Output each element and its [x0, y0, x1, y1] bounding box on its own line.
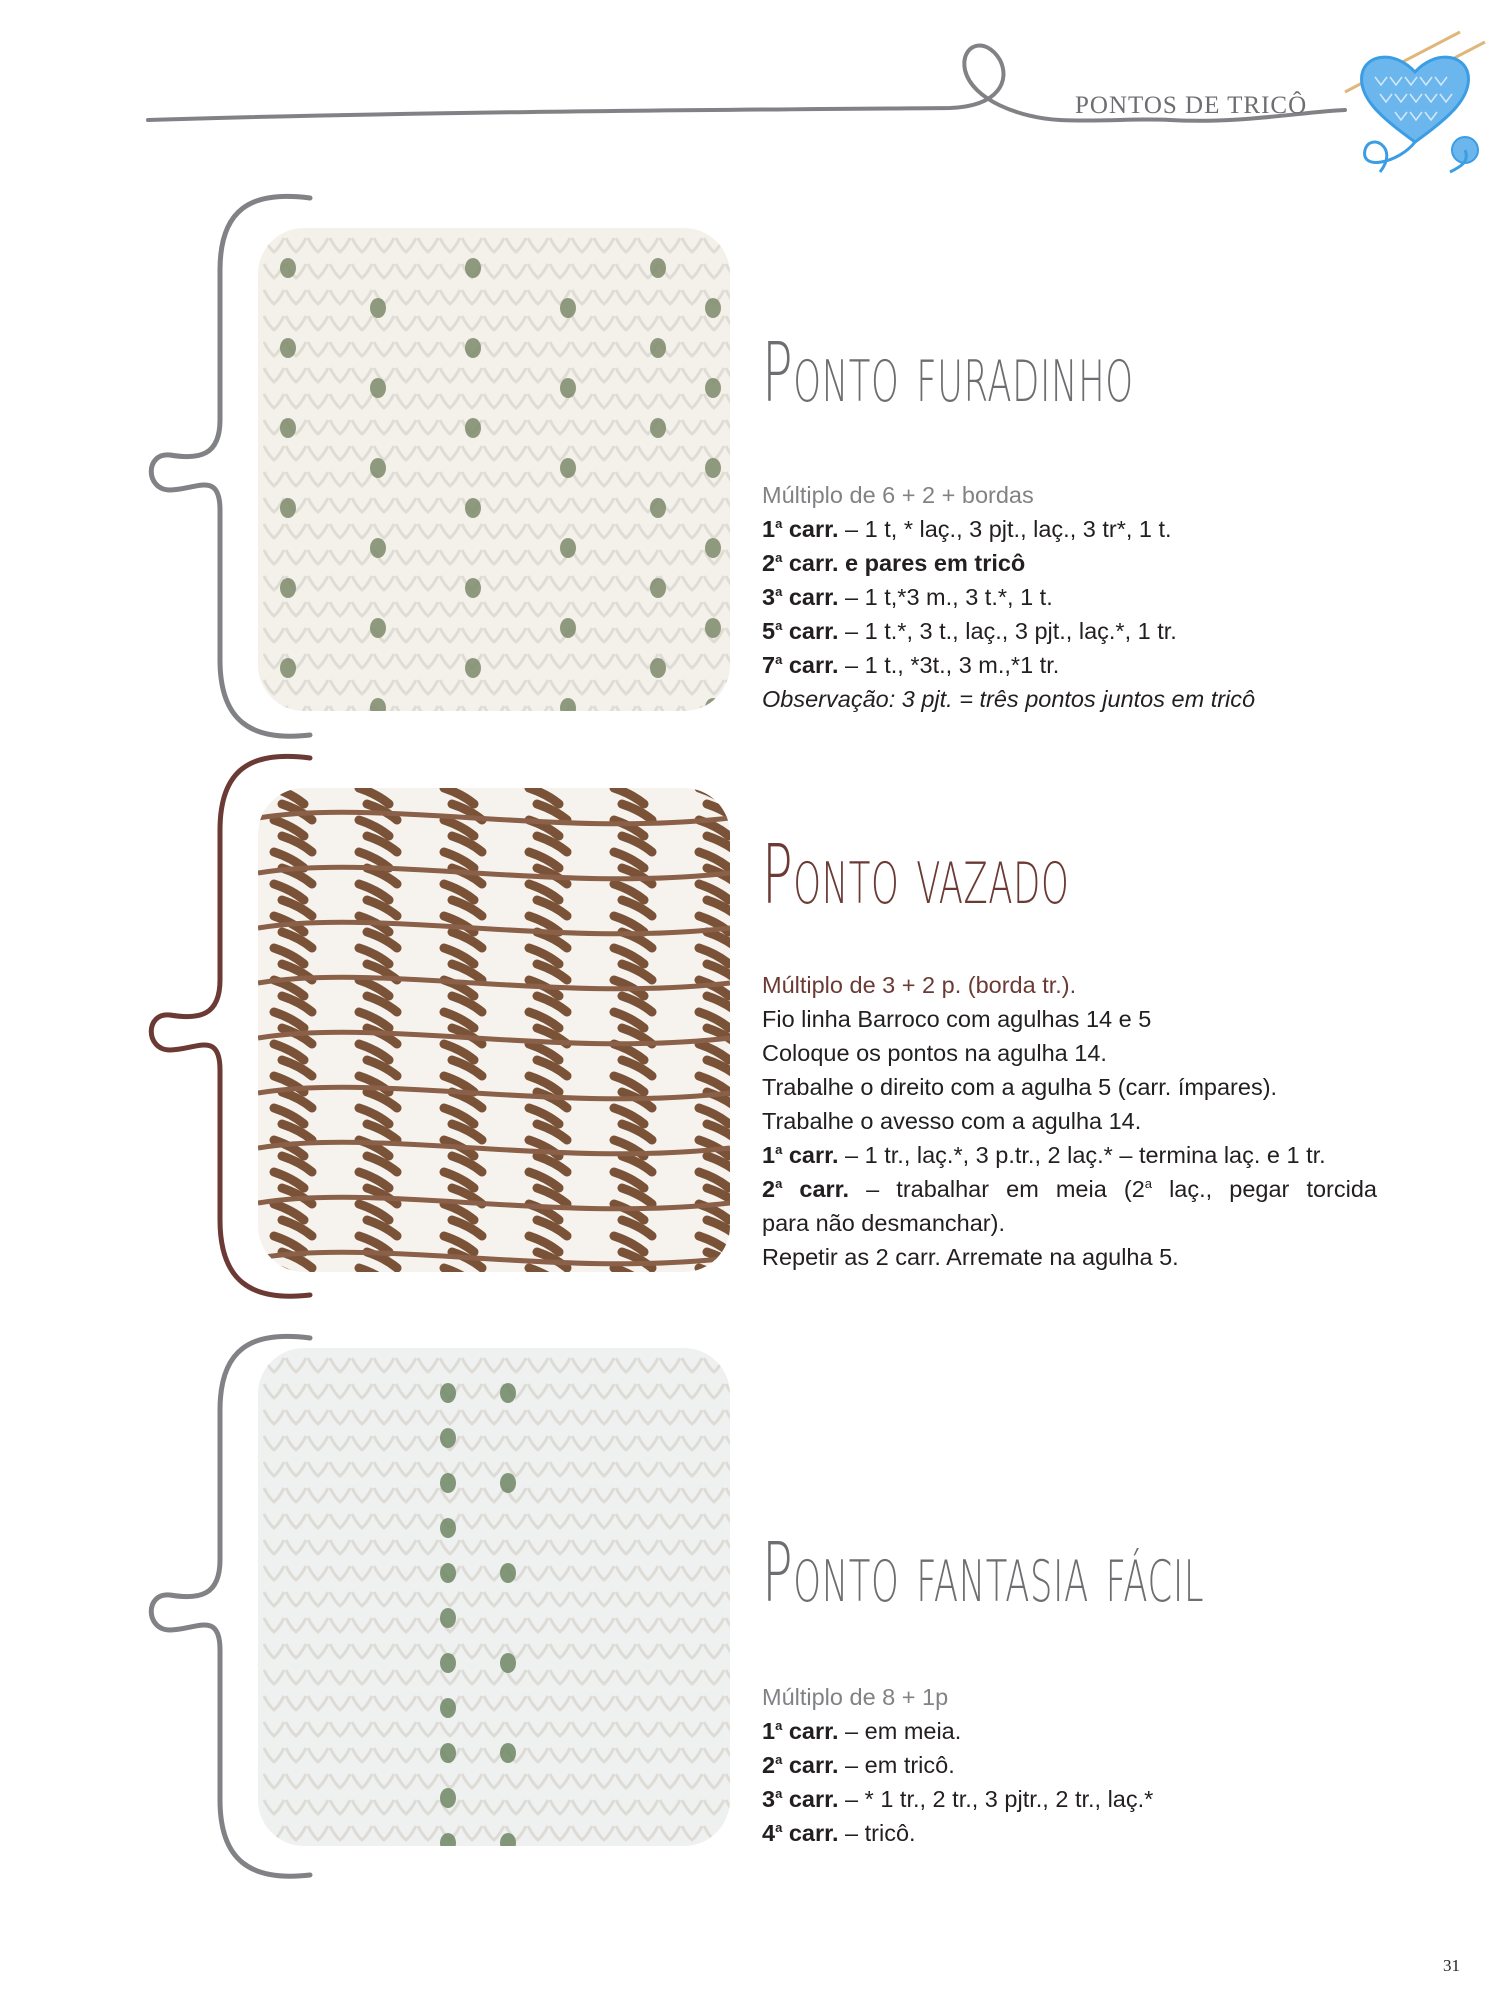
row-instruction: 1$^a$ carr. – 1 t, * laç., 3 pjt., laç., 3 tr*, 1 t.	[762, 516, 1172, 542]
row-instruction: 5$^a$ carr. – 1 t.*, 3 t., laç., 3 pjt., laç.*, 1 tr.	[762, 618, 1177, 644]
row-instruction: 1$^a$ carr. – em meia.	[762, 1718, 962, 1744]
row-instruction: 7$^a$ carr. – 1 t., *3t., 3 m.,*1 tr.	[762, 652, 1060, 678]
row-instruction: 2$^a$ carr. – em tricô.	[762, 1752, 955, 1778]
row-instruction: 3$^a$ carr. – 1 t,*3 m., 3 t.*, 1 t.	[762, 584, 1053, 610]
stitch-title: Ponto fantasia fácil	[762, 1526, 1205, 1621]
stitch-multiple: Múltiplo de 6 + 2 + bordas	[762, 482, 1034, 508]
stitch-multiple: Múltiplo de 3 + 2 p. (borda tr.).	[762, 972, 1077, 998]
swatch-photo-fantasia-facil	[258, 1348, 730, 1846]
stitch-instructions	[762, 968, 1377, 1274]
stitch-note: Observação: 3 pjt. = três pontos juntos em tricô	[762, 686, 1256, 712]
instruction-line: Fio linha Barroco com agulhas 14 e 5	[762, 1006, 1152, 1032]
row-instruction: 1$^a$ carr. – 1 tr., laç.*, 3 p.tr., 2 laç.* – termina laç. e 1 tr.	[762, 1142, 1326, 1168]
header-title: PONTOS DE TRICÔ	[1075, 92, 1308, 119]
instruction-line: Trabalhe o direito com a agulha 5 (carr. ímpares).	[762, 1074, 1278, 1100]
knitted-heart-icon	[1340, 22, 1490, 182]
instruction-line: para não desmanchar).	[762, 1210, 1005, 1236]
stitch-title: Ponto vazado	[762, 828, 1070, 923]
row-instruction: 2$^a$ carr. e pares em tricô	[762, 550, 1026, 576]
instruction-line: Coloque os pontos na agulha 14.	[762, 1040, 1107, 1066]
page-number: 31	[1443, 1956, 1460, 1975]
row-instruction: 4$^a$ carr. – tricô.	[762, 1820, 916, 1846]
stitch-instructions	[762, 1680, 1377, 1850]
stitch-multiple: Múltiplo de 8 + 1p	[762, 1684, 949, 1710]
stitch-instructions	[762, 478, 1377, 716]
swatch-photo-furadinho	[258, 228, 730, 711]
row-instruction: 2$^a$ carr. – trabalhar em meia (2$^a$ laç., pegar torcida	[762, 1176, 1377, 1202]
swatch-photo-vazado	[258, 788, 730, 1272]
row-instruction: 3$^a$ carr. – * 1 tr., 2 tr., 3 pjtr., 2 tr., laç.*	[762, 1786, 1154, 1812]
instruction-line: Trabalhe o avesso com a agulha 14.	[762, 1108, 1142, 1134]
instruction-line: Repetir as 2 carr. Arremate na agulha 5.	[762, 1244, 1179, 1270]
stitch-title: Ponto furadinho	[762, 326, 1134, 421]
